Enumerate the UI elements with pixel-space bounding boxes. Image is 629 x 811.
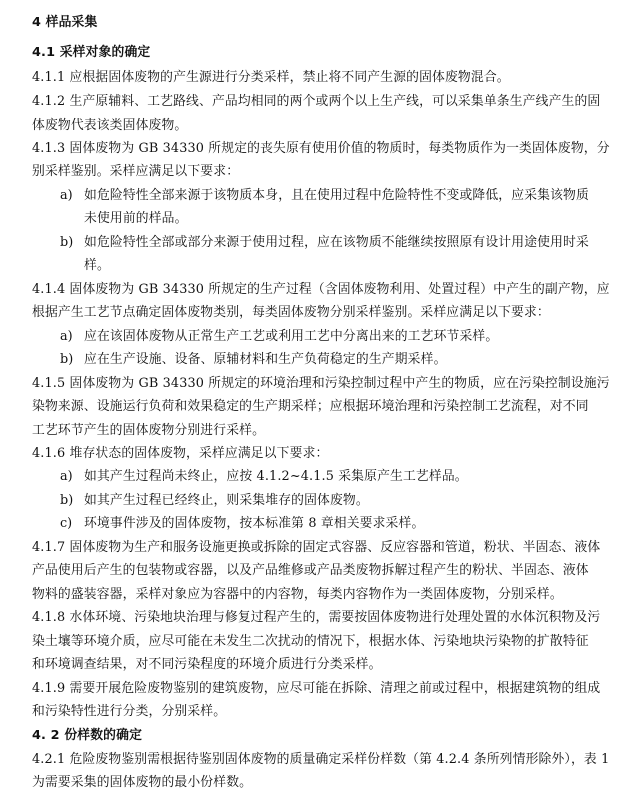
text-line: 染物来源、设施运行负荷和效果稳定的生产期采样；应根据环境治理和污染控制工艺流程，对不同 [32, 399, 589, 414]
list-marker: b) [60, 352, 74, 367]
list-marker: b) [60, 493, 74, 508]
text-line: 为需要采集的固体废物的最小份样数。 [32, 775, 253, 790]
text-line: 工艺环节产生的固体废物分别进行采样。 [32, 423, 266, 438]
text-line: 物料的盛装容器，采样对象应为容器中的内容物，每类内容物作为一类固体废物，分别采样。 [32, 587, 563, 602]
text-line: 4.1.5 固体废物为 GB 34330 所规定的环境治理和污染控制过程中产生的物质，应在污染控制设施污 [32, 376, 610, 391]
list-marker: a) [60, 188, 73, 203]
text-line: 样。 [84, 258, 110, 273]
subsection-heading-4-2: 4. 2 份样数的确定 [32, 728, 143, 743]
text-line: 根据产生工艺节点确定固体废物类别，每类固体废物分别采样鉴别。采样应满足以下要求： [32, 305, 550, 320]
text-line: 环境事件涉及的固体废物，按本标准第 8 章相关要求采样。 [84, 516, 425, 531]
text-line: 4.1.2 生产原辅料、工艺路线、产品均相同的两个或两个以上生产线，可以采集单条生产线产生的固 [32, 94, 601, 109]
text-line: 4.1.7 固体废物为生产和服务设施更换或拆除的固定式容器、反应容器和管道，粉状、半固态、液体 [32, 540, 601, 555]
text-line: 4.1.9 需要开展危险废物鉴别的建筑废物，应尽可能在拆除、清理之前或过程中，根据建筑物的组成 [32, 681, 601, 696]
section-heading: 4 样品采集 [32, 15, 98, 30]
text-line: 如危险特性全部或部分来源于使用过程，应在该物质不能继续按照原有设计用途使用时采 [84, 235, 589, 250]
list-marker: c) [60, 516, 73, 531]
text-line: 4.1.8 水体环境、污染地块治理与修复过程产生的，需要按固体废物进行处理处置的水体沉积物及污 [32, 610, 601, 625]
text-line: 应在该固体废物从正常生产工艺或利用工艺中分离出来的工艺环节采样。 [84, 329, 499, 344]
text-line: 未使用前的样品。 [84, 211, 188, 226]
text-line: 应在生产设施、设备、原辅材料和生产负荷稳定的生产期采样。 [84, 352, 447, 367]
text-line: 4.1.4 固体废物为 GB 34330 所规定的生产过程（含固体废物利用、处置过程）中产生的副产物，应 [32, 282, 610, 297]
list-marker: a) [60, 329, 73, 344]
text-line: 产品使用后产生的包装物或容器，以及产品维修或产品类废物拆解过程产生的粉状、半固态、液体 [32, 563, 589, 578]
text-line: 如其产生过程已经终止，则采集堆存的固体废物。 [84, 493, 369, 508]
text-line: 4.2.1 危险废物鉴别需根据待鉴别固体废物的质量确定采样份样数（第 4.2.4 条所列情形除外），表 1 [32, 752, 610, 767]
text-line: 4.1.3 固体废物为 GB 34330 所规定的丧失原有使用价值的物质时，每类物质作为一类固体废物，分 [32, 141, 610, 156]
text-line: 染土壤等环境介质，应尽可能在未发生二次扰动的情况下，根据水体、污染地块污染物的扩散特征 [32, 634, 589, 649]
text-line: 如其产生过程尚未终止，应按 4.1.2~4.1.5 采集原产生工艺样品。 [84, 469, 468, 484]
text-line: 如危险特性全部来源于该物质本身，且在使用过程中危险特性不变或降低，应采集该物质 [84, 188, 589, 203]
text-line: 体废物代表该类固体废物。 [32, 118, 188, 133]
list-marker: b) [60, 235, 74, 250]
subsection-heading-4-1: 4.1 采样对象的确定 [32, 45, 151, 60]
text-line: 和污染特性进行分类，分别采样。 [32, 704, 227, 719]
text-line: 和环境调查结果，对不同污染程度的环境介质进行分类采样。 [32, 657, 382, 672]
list-marker: a) [60, 469, 73, 484]
paragraph-4-1-1: 4.1.1 应根据固体废物的产生源进行分类采样，禁止将不同产生源的固体废物混合。 [32, 70, 510, 85]
text-line: 别采样鉴别。采样应满足以下要求： [32, 164, 240, 179]
paragraph-4-1-6: 4.1.6 堆存状态的固体废物，采样应满足以下要求： [32, 446, 329, 461]
